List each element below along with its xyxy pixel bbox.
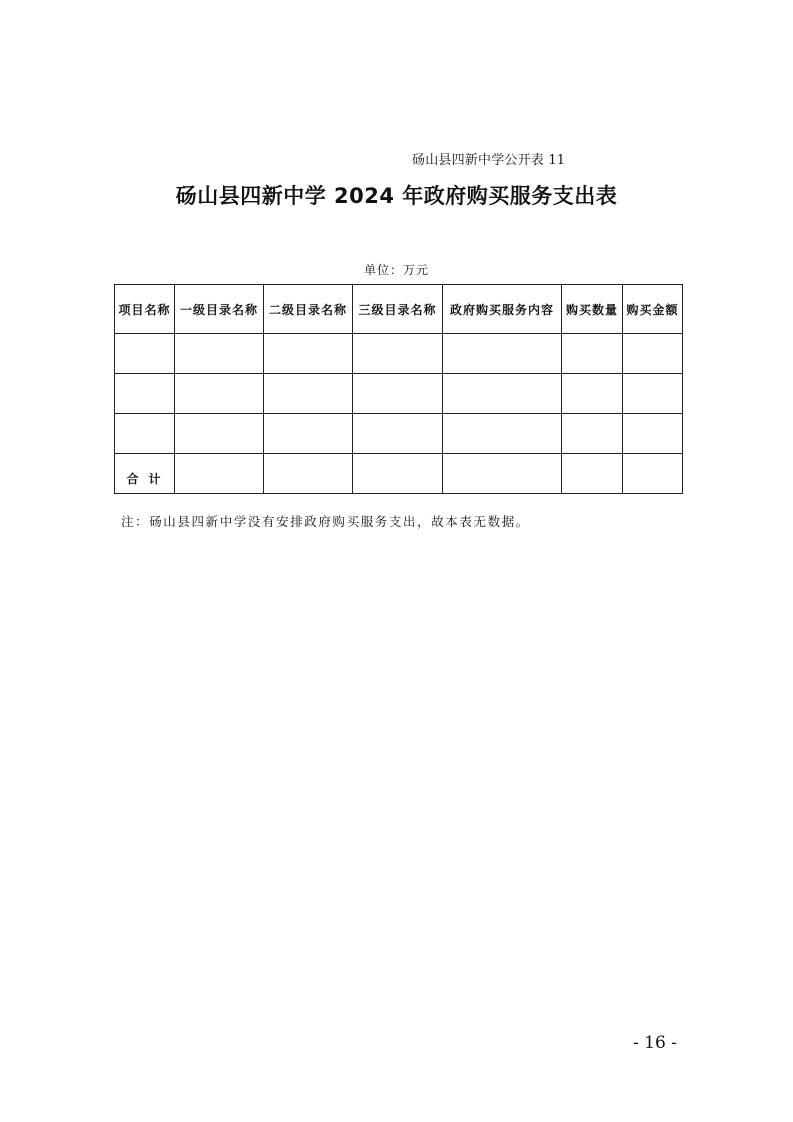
header-service-content: 政府购买服务内容	[443, 285, 562, 334]
table-row	[115, 374, 683, 414]
header-level2-catalog: 二级目录名称	[264, 285, 353, 334]
table-cell	[115, 334, 175, 374]
total-cell	[353, 454, 443, 494]
table-cell	[562, 414, 623, 454]
table-cell	[115, 374, 175, 414]
table-cell	[623, 374, 683, 414]
table-cell	[175, 334, 264, 374]
total-cell	[175, 454, 264, 494]
table-cell	[353, 334, 443, 374]
table-row	[115, 334, 683, 374]
document-code: 砀山县四新中学公开表 11	[412, 153, 566, 168]
table-cell	[264, 414, 353, 454]
total-cell	[264, 454, 353, 494]
table-note: 注：砀山县四新中学没有安排政府购买服务支出，故本表无数据。	[121, 514, 530, 529]
page-number: - 16 -	[633, 1033, 677, 1053]
total-cell	[443, 454, 562, 494]
total-label: 合计	[115, 454, 175, 494]
header-purchase-quantity: 购买数量	[562, 285, 623, 334]
table-cell	[353, 414, 443, 454]
total-cell	[623, 454, 683, 494]
header-purchase-amount: 购买金额	[623, 285, 683, 334]
header-level1-catalog: 一级目录名称	[175, 285, 264, 334]
table-cell	[115, 414, 175, 454]
unit-label: 单位：万元	[363, 263, 429, 277]
document-title: 砀山县四新中学 2024 年政府购买服务支出表	[175, 184, 618, 208]
table-cell	[175, 374, 264, 414]
total-cell	[562, 454, 623, 494]
header-level3-catalog: 三级目录名称	[353, 285, 443, 334]
table-cell	[562, 334, 623, 374]
table-cell	[623, 414, 683, 454]
table-header-row	[115, 285, 683, 334]
table-cell	[175, 414, 264, 454]
expense-table	[114, 284, 683, 494]
table-cell	[353, 374, 443, 414]
table-cell	[623, 334, 683, 374]
table-cell	[443, 414, 562, 454]
table-row	[115, 414, 683, 454]
table-cell	[264, 334, 353, 374]
table-cell	[264, 374, 353, 414]
table-total-row	[115, 454, 683, 494]
header-project-name: 项目名称	[115, 285, 175, 334]
table-cell	[443, 334, 562, 374]
table-cell	[562, 374, 623, 414]
table-cell	[443, 374, 562, 414]
